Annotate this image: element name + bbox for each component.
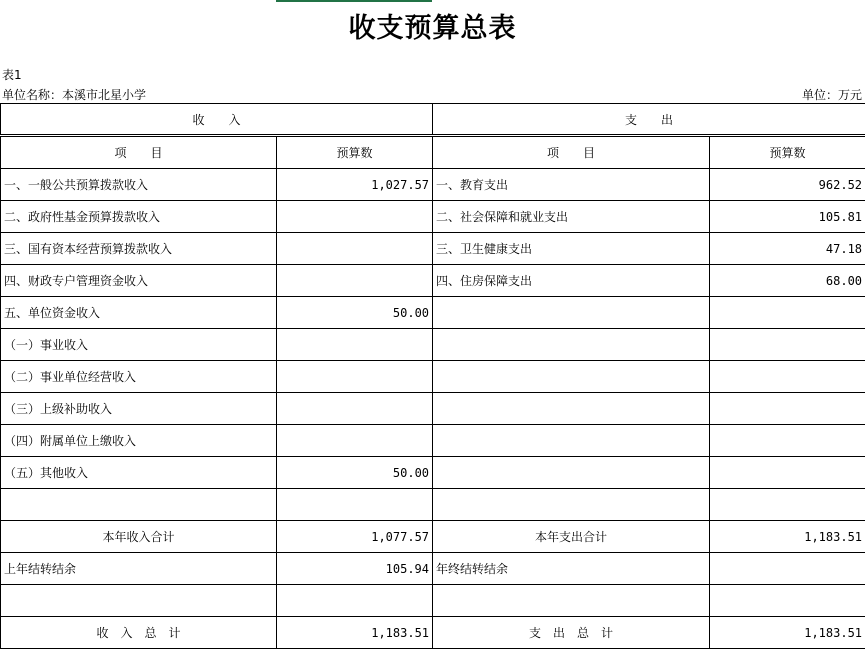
table-row — [1, 297, 865, 329]
income-item-cell[interactable]: 五、单位资金收入 — [1, 297, 277, 329]
expense-item-cell[interactable] — [433, 361, 710, 393]
income-amount-cell[interactable] — [277, 489, 433, 521]
page-title: 收支预算总表 — [348, 13, 517, 44]
expense-year-total[interactable]: 1,183.51 — [710, 521, 865, 553]
income-item-cell[interactable]: 一、一般公共预算拨款收入 — [1, 169, 277, 201]
expense-amount-cell[interactable] — [710, 425, 865, 457]
income-year-total[interactable]: 1,077.57 — [277, 521, 433, 553]
income-item-cell[interactable]: （五）其他收入 — [1, 457, 277, 489]
table-row — [1, 201, 865, 233]
unit-name: 单位名称：本溪市北星小学 — [2, 88, 147, 102]
income-item-cell[interactable]: 三、国有资本经营预算拨款收入 — [1, 233, 277, 265]
expense-item-cell[interactable]: 二、社会保障和就业支出 — [433, 201, 710, 233]
expense-item-cell[interactable] — [433, 393, 710, 425]
table-row — [1, 425, 865, 457]
expense-year-total-label[interactable]: 本年支出合计 — [433, 521, 710, 553]
expense-item-cell[interactable] — [433, 425, 710, 457]
income-grand-total-label[interactable]: 收 入 总 计 — [1, 617, 277, 649]
income-grand-total[interactable]: 1,183.51 — [277, 617, 433, 649]
expense-grand-total-label[interactable]: 支 出 总 计 — [433, 617, 710, 649]
table-row — [1, 169, 865, 201]
carry-out-label[interactable]: 年终结转结余 — [433, 553, 710, 585]
budget-table — [0, 103, 865, 649]
table-row — [1, 233, 865, 265]
income-item-cell[interactable]: （四）附属单位上缴收入 — [1, 425, 277, 457]
header-income-item[interactable]: 项 目 — [1, 136, 277, 169]
carry-over-row — [1, 553, 865, 585]
table-cell[interactable] — [710, 585, 865, 617]
expense-item-cell[interactable]: 四、住房保障支出 — [433, 265, 710, 297]
table-cell[interactable] — [1, 585, 277, 617]
table-cell[interactable] — [433, 585, 710, 617]
section-expense[interactable]: 支 出 — [433, 104, 865, 136]
expense-amount-cell[interactable]: 962.52 — [710, 169, 865, 201]
income-item-cell[interactable] — [1, 489, 277, 521]
expense-amount-cell[interactable]: 47.18 — [710, 233, 865, 265]
header-expense-amount[interactable]: 预算数 — [710, 136, 865, 169]
income-amount-cell[interactable]: 1,027.57 — [277, 169, 433, 201]
expense-grand-total[interactable]: 1,183.51 — [710, 617, 865, 649]
expense-item-cell[interactable] — [433, 297, 710, 329]
income-item-cell[interactable]: （一）事业收入 — [1, 329, 277, 361]
carry-out-amount[interactable] — [710, 553, 865, 585]
income-item-cell[interactable]: 二、政府性基金预算拨款收入 — [1, 201, 277, 233]
income-amount-cell[interactable] — [277, 329, 433, 361]
income-item-cell[interactable]: （二）事业单位经营收入 — [1, 361, 277, 393]
expense-amount-cell[interactable] — [710, 393, 865, 425]
expense-item-cell[interactable]: 一、教育支出 — [433, 169, 710, 201]
expense-amount-cell[interactable] — [710, 457, 865, 489]
section-header-row — [1, 104, 865, 136]
table-cell[interactable] — [277, 585, 433, 617]
expense-item-cell[interactable] — [433, 489, 710, 521]
expense-amount-cell[interactable] — [710, 297, 865, 329]
income-amount-cell[interactable] — [277, 393, 433, 425]
table-row — [1, 393, 865, 425]
income-amount-cell[interactable] — [277, 265, 433, 297]
expense-amount-cell[interactable] — [710, 361, 865, 393]
income-amount-cell[interactable] — [277, 233, 433, 265]
header-expense-item[interactable]: 项 目 — [433, 136, 710, 169]
table-row — [1, 265, 865, 297]
income-amount-cell[interactable] — [277, 425, 433, 457]
expense-amount-cell[interactable]: 105.81 — [710, 201, 865, 233]
income-amount-cell[interactable] — [277, 201, 433, 233]
income-year-total-label[interactable]: 本年收入合计 — [1, 521, 277, 553]
blank-row — [1, 585, 865, 617]
expense-item-cell[interactable] — [433, 457, 710, 489]
income-amount-cell[interactable] — [277, 361, 433, 393]
carry-in-amount[interactable]: 105.94 — [277, 553, 433, 585]
unit-label: 单位：万元 — [801, 88, 862, 102]
income-item-cell[interactable]: 四、财政专户管理资金收入 — [1, 265, 277, 297]
table-row — [1, 361, 865, 393]
expense-item-cell[interactable]: 三、卫生健康支出 — [433, 233, 710, 265]
section-income[interactable]: 收 入 — [1, 104, 433, 136]
expense-amount-cell[interactable] — [710, 489, 865, 521]
active-cell-indicator — [276, 0, 432, 2]
grand-total-row — [1, 617, 865, 649]
header-income-amount[interactable]: 预算数 — [277, 136, 433, 169]
income-amount-cell[interactable]: 50.00 — [277, 297, 433, 329]
table-number: 表1 — [2, 68, 22, 82]
income-item-cell[interactable]: （三）上级补助收入 — [1, 393, 277, 425]
year-total-row — [1, 521, 865, 553]
table-row — [1, 457, 865, 489]
expense-amount-cell[interactable] — [710, 329, 865, 361]
carry-in-label[interactable]: 上年结转结余 — [1, 553, 277, 585]
table-row — [1, 329, 865, 361]
table-row — [1, 489, 865, 521]
expense-amount-cell[interactable]: 68.00 — [710, 265, 865, 297]
income-amount-cell[interactable]: 50.00 — [277, 457, 433, 489]
column-header-row — [1, 136, 865, 169]
expense-item-cell[interactable] — [433, 329, 710, 361]
